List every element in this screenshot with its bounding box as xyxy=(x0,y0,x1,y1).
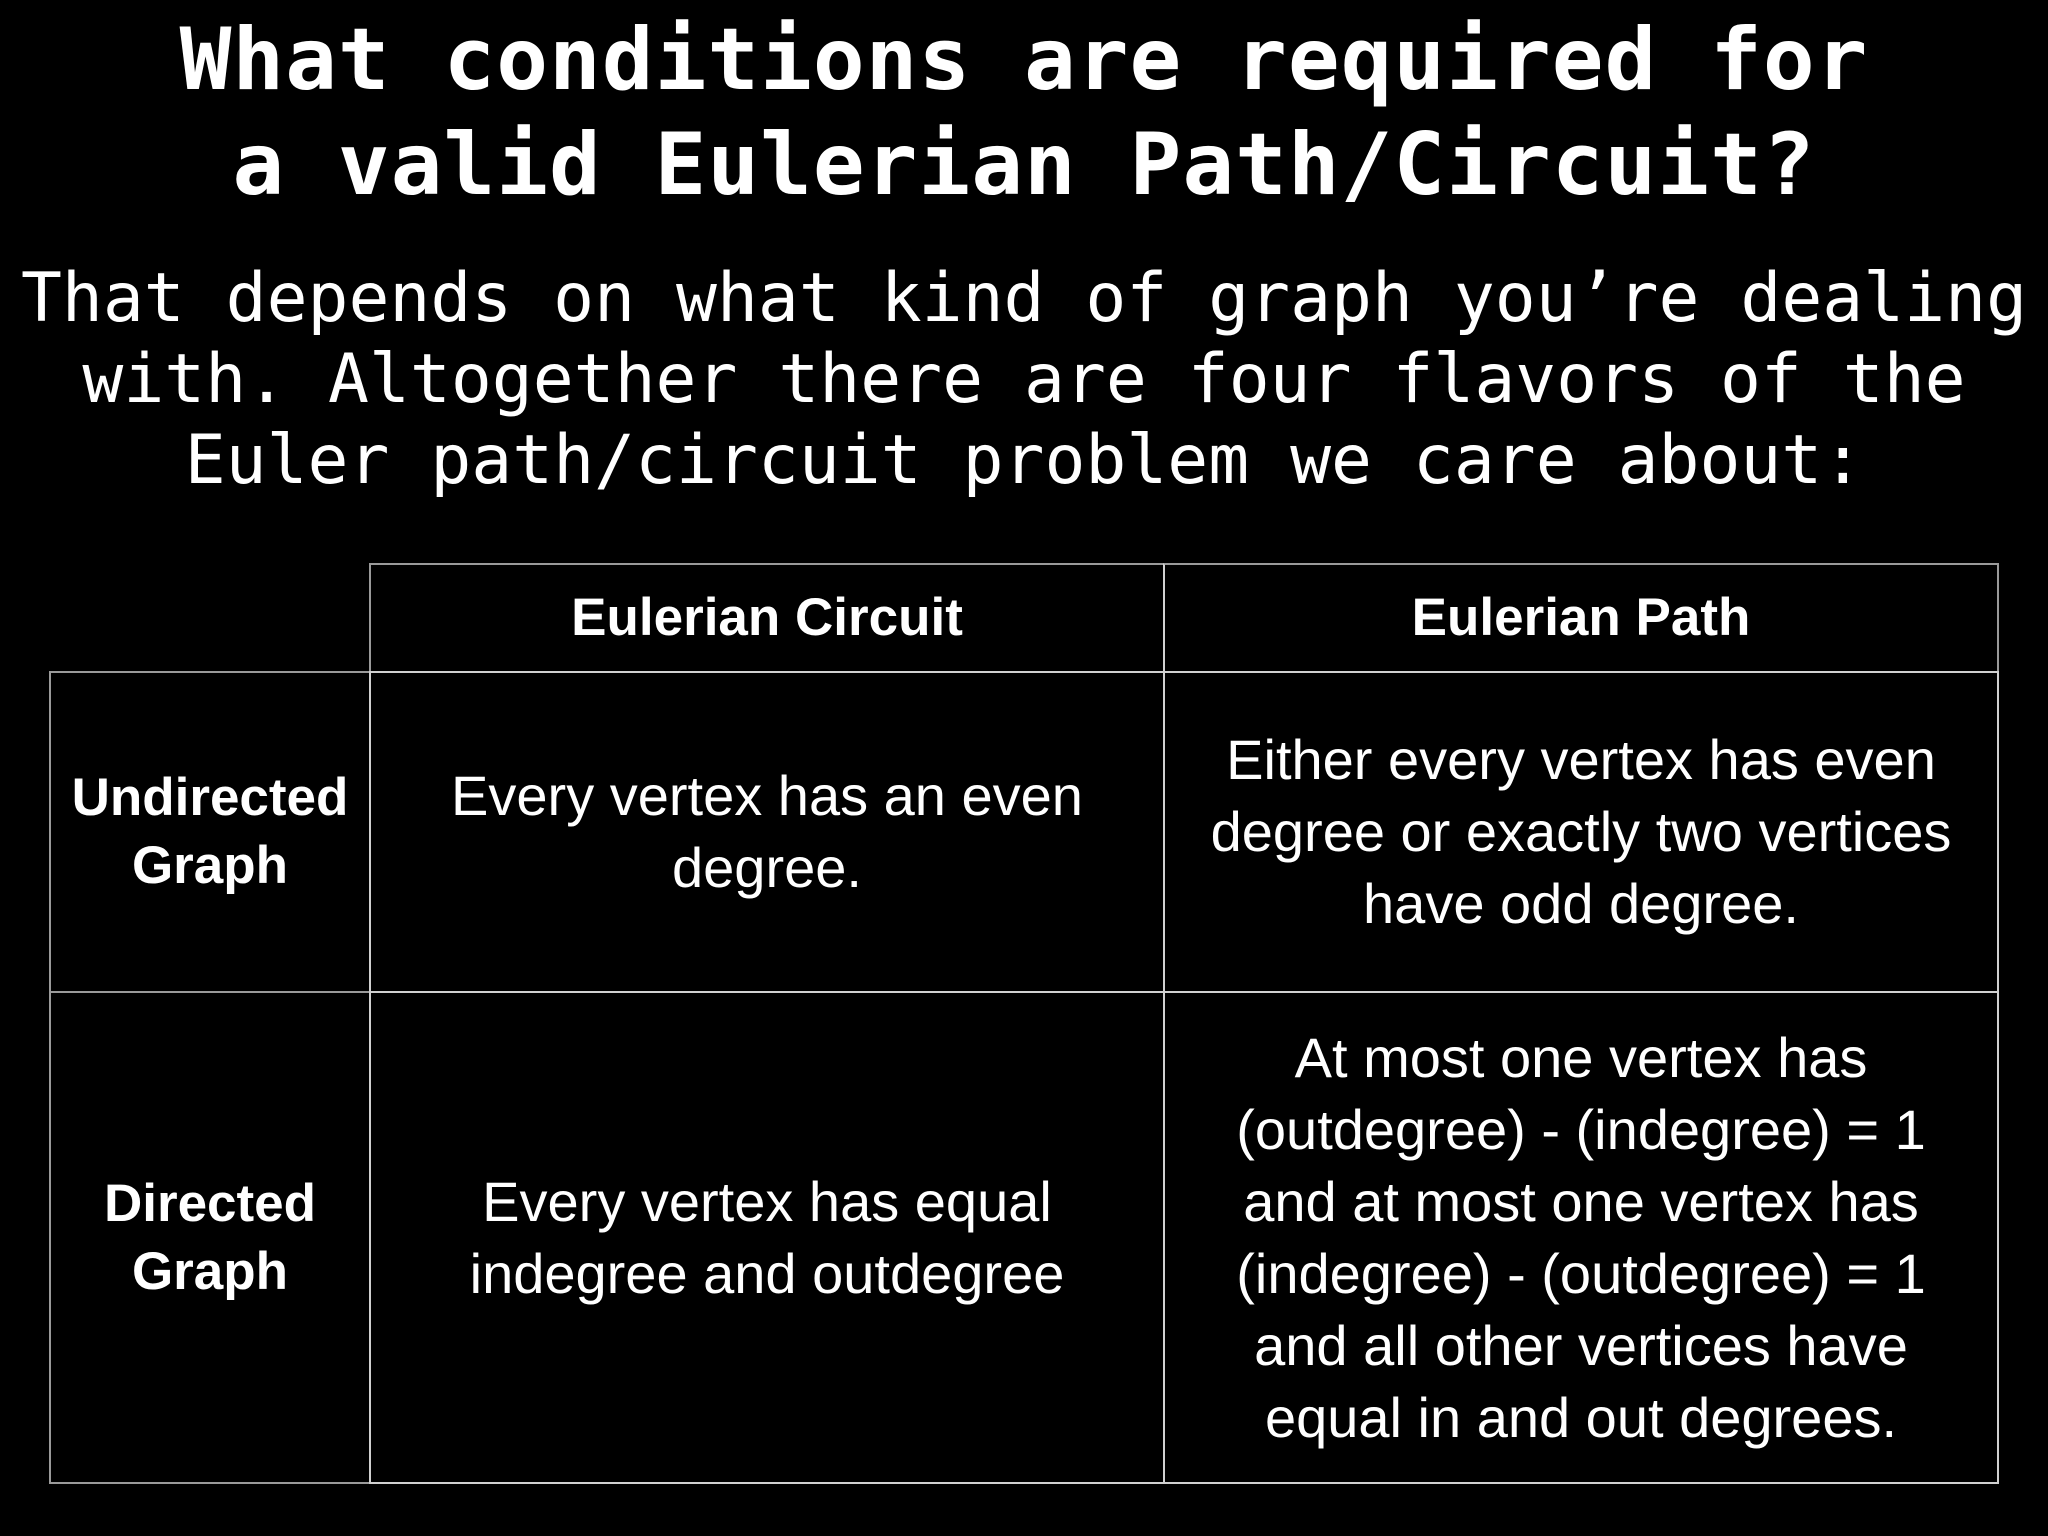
cell-undirected-circuit-text: Every vertex has an even degree. xyxy=(451,764,1083,899)
column-header-path-label: Eulerian Path xyxy=(1411,588,1751,647)
column-header-circuit xyxy=(369,563,1165,673)
subtitle-line-3: Euler path/circuit problem we care about: xyxy=(184,421,1864,500)
column-header-path xyxy=(1163,563,1999,673)
cell-directed-path-text: At most one vertex has (outdegree) - (indegree) = 1 and at most one vertex has (indegree) - (outdegree) = 1 and all other vertices have equal in and out degrees. xyxy=(1236,1025,1926,1449)
cell-directed-circuit xyxy=(369,991,1165,1484)
title-line-1: What conditions are required for xyxy=(179,10,1869,110)
cell-directed-path xyxy=(1163,991,1999,1484)
row-header-directed xyxy=(49,991,371,1484)
subtitle-line-1: That depends on what kind of graph you’re dealing xyxy=(20,259,2028,338)
row-header-undirected xyxy=(49,671,371,993)
row-header-directed-label: Directed Graph xyxy=(103,1173,317,1301)
subtitle-line-2: with. Altogether there are four flavors of the xyxy=(82,340,1966,419)
title-line-2: a valid Eulerian Path/Circuit? xyxy=(232,115,1816,215)
cell-undirected-path-text: Either every vertex has even degree or exactly two vertices have odd degree. xyxy=(1210,728,1952,935)
column-header-circuit-label: Eulerian Circuit xyxy=(571,588,963,647)
row-header-undirected-label: Undirected Graph xyxy=(71,768,349,895)
cell-undirected-circuit xyxy=(369,671,1165,993)
cell-undirected-path xyxy=(1163,671,1999,993)
cell-directed-circuit-text: Every vertex has equal indegree and outdegree xyxy=(469,1169,1065,1305)
